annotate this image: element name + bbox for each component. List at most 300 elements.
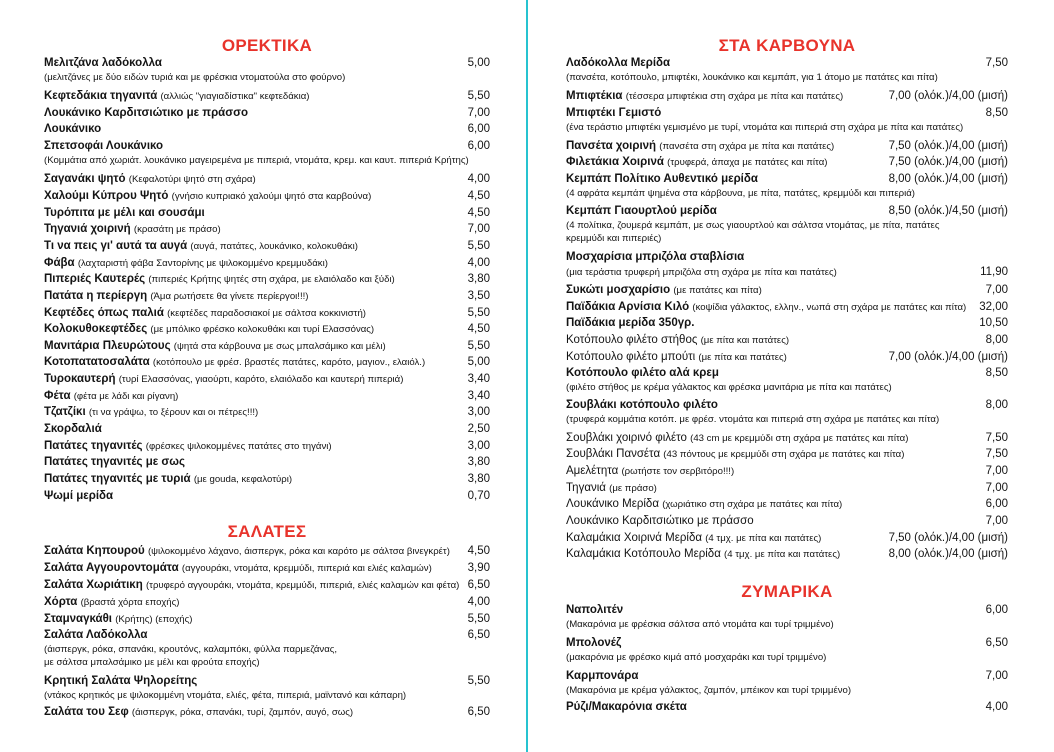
menu-item-row xyxy=(44,339,490,354)
menu-item-row xyxy=(566,56,1008,71)
menu-item-price: 5,50 xyxy=(467,307,490,319)
menu-item-name: Παϊδάκια Αρνίσια Κιλό xyxy=(566,301,690,313)
menu-item-price: 3,80 xyxy=(467,473,490,485)
menu-item xyxy=(566,316,1008,331)
menu-item-price: 7,00 xyxy=(985,284,1008,296)
menu-item xyxy=(44,489,490,504)
menu-item-description: (μελιτζάνες με δύο ειδών τυριά και με φρέσκια ντοματούλα στο φούρνο) xyxy=(44,72,346,83)
menu-item xyxy=(44,322,490,337)
menu-item xyxy=(44,272,490,287)
menu-item-price: 8,50 xyxy=(985,367,1008,379)
menu-item-subrow xyxy=(566,219,1008,232)
menu-item-name: Λουκάνικο Μερίδα xyxy=(566,498,659,510)
menu-item xyxy=(44,439,490,454)
menu-item xyxy=(566,431,1008,446)
menu-item-name: Κοτόπουλο φιλέτο στήθος xyxy=(566,334,698,346)
menu-item-row xyxy=(44,439,490,454)
menu-item xyxy=(44,544,490,559)
menu-item-price: 11,90 xyxy=(980,266,1008,278)
menu-item-row xyxy=(566,700,1008,715)
menu-item-description: (Μακαρόνια με φρέσκια σάλτσα από ντομάτα και τυρί τριμμένο) xyxy=(566,619,834,630)
menu-item-description: (με πίτα και πατάτες) xyxy=(700,335,790,346)
menu-item-price: 7,00 xyxy=(985,482,1008,494)
menu-item-name: Τι να πεις γι' αυτά τα αυγά xyxy=(44,240,188,252)
menu-item xyxy=(566,547,1008,562)
menu-item-name: Κοτόπουλο φιλέτο αλά κρεμ xyxy=(566,367,719,379)
menu-item-description: (γνήσιο κυπριακό χαλούμι ψητό στα καρβούνα) xyxy=(171,191,372,202)
menu-item-row xyxy=(566,300,1008,315)
menu-item-price: 5,00 xyxy=(467,356,490,368)
menu-item-price: 3,50 xyxy=(467,290,490,302)
menu-item-row xyxy=(566,89,1008,104)
menu-item-name: Σκορδαλιά xyxy=(44,423,102,435)
menu-item-name: Κεμπάπ Πολίτικο Αυθεντικό μερίδα xyxy=(566,173,758,185)
menu-item-description: (με πίτα και πατάτες) xyxy=(698,352,787,363)
menu-item-price: 5,50 xyxy=(467,90,490,102)
menu-item xyxy=(566,366,1008,394)
menu-item-row xyxy=(566,106,1008,121)
menu-item-name: Σταμναγκάθι xyxy=(44,613,112,625)
menu-item-name: Χαλούμι Κύπρου Ψητό xyxy=(44,190,169,202)
menu-item-description: (με πατάτες και πίτα) xyxy=(673,285,762,296)
menu-item-name: Μοσχαρίσια μπριζόλα σταβλίσια xyxy=(566,251,745,263)
menu-item-description: (μια τεράστια τρυφερή μπριζόλα στη σχάρα με πίτα και πατάτες) xyxy=(566,267,837,278)
menu-item-text xyxy=(566,333,789,348)
menu-item-row xyxy=(44,389,490,404)
menu-item-name: Καλαμάκια Κοτόπουλο Μερίδα xyxy=(566,548,721,560)
menu-item-price: 3,40 xyxy=(467,390,490,402)
menu-item-text xyxy=(566,398,718,413)
menu-item-price: 7,00 xyxy=(467,107,490,119)
menu-item-name: Παϊδάκια μερίδα 350γρ. xyxy=(566,317,695,329)
menu-item-row xyxy=(566,481,1008,496)
menu-item-price: 5,50 xyxy=(467,340,490,352)
menu-item-price: 4,50 xyxy=(467,323,490,335)
menu-item xyxy=(44,455,490,470)
menu-item-price: 7,00 (ολόκ.)/4,00 (μισή) xyxy=(888,90,1008,102)
menu-item-name: Πατάτες τηγανιτές xyxy=(44,440,143,452)
menu-item-description: (αλλιώς "γιαγιαδίστικα" κεφτεδάκια) xyxy=(160,91,310,102)
menu-item-text xyxy=(566,447,904,462)
menu-item-description: (ένα τεράστιο μπιφτέκι γεμισμένο με τυρί, ντομάτα και πιπεριά στη σχάρα με πίτα και πατάτες) xyxy=(566,122,964,133)
menu-item xyxy=(566,481,1008,496)
menu-item xyxy=(44,355,490,370)
menu-item xyxy=(44,389,490,404)
menu-item-description: (ρωτήστε τον σερβιτόρο!!!) xyxy=(621,466,735,477)
menu-item-name: Ρύζι/Μακαρόνια σκέτα xyxy=(566,701,687,713)
menu-item-row xyxy=(566,172,1008,187)
menu-item-text xyxy=(566,204,717,219)
menu-item-row xyxy=(44,544,490,559)
menu-item-row xyxy=(44,355,490,370)
menu-item-description: (τι να γράψω, το ξέρουν και οι πέτρες!!!) xyxy=(88,407,259,418)
menu-item-price: 6,50 xyxy=(467,579,490,591)
menu-item-price: 3,00 xyxy=(467,440,490,452)
menu-item-price: 6,50 xyxy=(985,637,1008,649)
menu-item-description: (ντάκος κρητικός με ψιλοκομμένη ντομάτα, ελιές, φέτα, πιπεριά, μαϊντανό και κάπαρη) xyxy=(44,690,407,701)
menu-item xyxy=(44,222,490,237)
menu-item-row xyxy=(566,497,1008,512)
menu-item-price: 4,00 xyxy=(467,596,490,608)
menu-item-text xyxy=(44,222,221,237)
menu-item-description: (κοτόπουλο με φρέσ. βραστές πατάτες, καρότο, μαγιον., ελαιόλ.) xyxy=(152,357,426,368)
menu-item-row xyxy=(44,256,490,271)
menu-item-text xyxy=(566,172,758,187)
menu-item-price: 4,00 xyxy=(467,257,490,269)
menu-item xyxy=(566,447,1008,462)
menu-item-row xyxy=(44,422,490,437)
menu-item-name: Τυρόπιτα με μέλι και σουσάμι xyxy=(44,207,205,219)
menu-item-row xyxy=(44,106,490,121)
menu-item-text xyxy=(44,674,197,689)
menu-item-price: 7,50 xyxy=(985,448,1008,460)
menu-item-row xyxy=(44,561,490,576)
menu-item-text xyxy=(566,700,687,715)
menu-item xyxy=(44,122,490,137)
menu-item-row xyxy=(566,283,1008,298)
menu-item-name: Σαλάτα Αγγουροντομάτα xyxy=(44,562,179,574)
menu-item-row xyxy=(44,272,490,287)
menu-item-name: Συκώτι μοσχαρίσιο xyxy=(566,284,671,296)
menu-item-name: Σουβλάκι Πανσέτα xyxy=(566,448,661,460)
menu-item-description: (τρυφερό αγγουράκι, ντομάτα, κρεμμύδι, πιπεριά, ελιές καλαμών και φέτα) xyxy=(145,580,460,591)
menu-item-name: Κοτοπατατοσαλάτα xyxy=(44,356,150,368)
menu-item-row xyxy=(566,531,1008,546)
menu-item-row xyxy=(44,489,490,504)
menu-item-description: (4 τμχ. με πίτα και πατάτες) xyxy=(705,533,822,544)
menu-item-name: Πατάτες τηγανιτές με σως xyxy=(44,456,185,468)
menu-item-price: 7,00 (ολόκ.)/4,00 (μισή) xyxy=(888,351,1008,363)
menu-item xyxy=(566,700,1008,715)
menu-item-row xyxy=(566,669,1008,684)
menu-item-text xyxy=(566,431,908,446)
menu-item-price: 8,00 xyxy=(985,334,1008,346)
menu-item-row xyxy=(44,222,490,237)
menu-item-name: Τζατζίκι xyxy=(44,406,86,418)
menu-item xyxy=(44,705,490,720)
menu-item xyxy=(566,531,1008,546)
menu-item xyxy=(566,155,1008,170)
menu-item-name: Σαλάτα του Σεφ xyxy=(44,706,129,718)
menu-item-text xyxy=(44,422,102,437)
menu-item-text xyxy=(566,155,827,170)
menu-item-text xyxy=(44,189,371,204)
menu-item xyxy=(566,172,1008,200)
menu-item-description: (43 πόντους με κρεμμύδι στη σχάρα με πατάτες και πίτα) xyxy=(663,449,905,460)
menu-item-text xyxy=(44,455,185,470)
menu-item-subrow xyxy=(566,187,1008,200)
menu-item-price: 5,50 xyxy=(467,613,490,625)
menu-item-text xyxy=(566,316,694,331)
menu-item-price: 6,00 xyxy=(985,498,1008,510)
menu-item-name: Αμελέτητα xyxy=(566,465,619,477)
menu-item-name: Μανιτάρια Πλευρώτους xyxy=(44,340,171,352)
menu-item-price: 3,90 xyxy=(467,562,490,574)
menu-item-row xyxy=(44,595,490,610)
menu-item-row xyxy=(44,139,490,154)
menu-item-description: (φιλέτο στήθος με κρέμα γάλακτος και φρέσκα μανιτάρια με πίτα και πατάτες) xyxy=(566,382,892,393)
menu-item-description: (βραστά χόρτα εποχής) xyxy=(80,597,180,608)
menu-item-text xyxy=(44,89,309,104)
menu-item-row xyxy=(44,612,490,627)
menu-item-subrow xyxy=(566,651,1008,664)
menu-item-row xyxy=(566,316,1008,331)
menu-item-price: 6,50 xyxy=(467,629,490,641)
menu-item xyxy=(44,139,490,167)
menu-item-price: 7,00 xyxy=(467,223,490,235)
menu-item xyxy=(44,628,490,669)
menu-item xyxy=(566,603,1008,631)
menu-item-text xyxy=(566,669,638,684)
menu-item-name: Κοτόπουλο φιλέτο μπούτι xyxy=(566,351,696,363)
menu-item-price: 3,80 xyxy=(467,273,490,285)
menu-item-name: Σουβλάκι χοιρινό φιλέτο xyxy=(566,432,687,444)
menu-item-description: (λαχταριστή φάβα Σαντορίνης με ψιλοκομμένο κρεμμυδάκι) xyxy=(77,258,328,269)
menu-item-text xyxy=(44,172,256,187)
menu-item-description: κρεμμύδι και πιπεριές) xyxy=(566,233,662,244)
menu-item xyxy=(44,472,490,487)
menu-item xyxy=(44,405,490,420)
menu-item-description: (μακαρόνια με φρέσκο κιμά από μοσχαράκι και τυρί τριμμένο) xyxy=(566,652,827,663)
menu-item-subrow xyxy=(566,121,1008,134)
menu-item-description: (με πράσο) xyxy=(609,483,657,494)
menu-item-name: Χόρτα xyxy=(44,596,78,608)
menu-item xyxy=(44,578,490,593)
menu-item-text xyxy=(566,106,661,121)
menu-item xyxy=(44,339,490,354)
menu-item-name: Λαδόκολλα Μερίδα xyxy=(566,57,671,69)
menu-item-text xyxy=(44,578,459,593)
menu-item-row xyxy=(566,398,1008,413)
menu-item-description: (Κρήτης) (εποχής) xyxy=(115,614,193,625)
menu-item-description: (πανσέτα, κοτόπουλο, μπιφτέκι, λουκάνικο και κεμπάπ, για 1 άτομο με πατάτες και πίτα) xyxy=(566,72,938,83)
menu-item-name: Σπετσοφάι Λουκάνικο xyxy=(44,140,164,152)
menu-item-description: (φέτα με λάδι και ρίγανη) xyxy=(73,391,179,402)
menu-item xyxy=(44,306,490,321)
menu-item-price: 7,50 xyxy=(985,57,1008,69)
menu-item-description: (43 cm με κρεμμύδι στη σχάρα με πατάτες και πίτα) xyxy=(690,433,909,444)
menu-item-price: 5,50 xyxy=(467,675,490,687)
menu-item-text xyxy=(566,603,623,618)
menu-item-subrow xyxy=(566,413,1008,426)
menu-item-description: (4 αφράτα κεμπάπ ψημένα στα κάρβουνα, με πίτα, πατάτες, κρεμμύδι και πιπεριά) xyxy=(566,188,915,199)
menu-item-price: 7,00 xyxy=(985,670,1008,682)
section-title: ΣΑΛΑΤΕΣ xyxy=(227,522,307,541)
menu-item-row xyxy=(566,333,1008,348)
menu-item-name: Πατάτες τηγανιτές με τυριά xyxy=(44,473,191,485)
menu-item-text xyxy=(44,239,358,254)
menu-item-name: Σουβλάκι κοτόπουλο φιλέτο xyxy=(566,399,718,411)
menu-item-text xyxy=(566,481,657,496)
menu-item-price: 32,00 xyxy=(979,301,1008,313)
menu-item xyxy=(566,514,1008,529)
menu-item-text xyxy=(566,547,840,562)
menu-item xyxy=(44,674,490,702)
menu-item xyxy=(44,89,490,104)
menu-item xyxy=(44,372,490,387)
menu-item-text xyxy=(44,306,366,321)
menu-item-name: Καλαμάκια Χοιρινά Μερίδα xyxy=(566,532,702,544)
menu-item-name: Σαλάτα Κηπουρού xyxy=(44,545,145,557)
menu-item-text xyxy=(44,705,353,720)
menu-item-price: 8,50 (ολόκ.)/4,50 (μισή) xyxy=(888,205,1008,217)
menu-item-text xyxy=(566,89,843,104)
menu-item-name: Σαλάτα Χωριάτικη xyxy=(44,579,143,591)
menu-item-name: Μπιφτέκι Γεμιστό xyxy=(566,107,662,119)
menu-item-text xyxy=(566,283,762,298)
menu-item-row xyxy=(44,472,490,487)
menu-item-subrow xyxy=(566,265,1008,280)
menu-item xyxy=(44,239,490,254)
menu-item-row xyxy=(44,322,490,337)
menu-item-description: (κοψίδια γάλακτος, ελλην., νωπά στη σχάρα με πατάτες και πίτα) xyxy=(692,302,967,313)
menu-item-subrow xyxy=(44,643,490,656)
menu-item-text xyxy=(44,272,395,287)
menu-item-price: 0,70 xyxy=(467,490,490,502)
menu-item xyxy=(566,204,1008,245)
menu-item-description: (4 πολίτικα, ζουμερά κεμπάπ, με σως γιαουρτλού και σάλτσα ντομάτας, με πίτα, πατάτες xyxy=(566,220,940,231)
menu-item-name: Λουκάνικο Καρδιτσιώτικο με πράσσο xyxy=(44,107,249,119)
menu-item-price: 3,40 xyxy=(467,373,490,385)
menu-item-name: Λουκάνικο xyxy=(44,123,102,135)
menu-item-row xyxy=(566,547,1008,562)
menu-item-description: (τυρί Ελασσόνας, γιαούρτι, καρότο, ελαιόλαδο και καυτερή πιπεριά) xyxy=(118,374,404,385)
menu-item-text xyxy=(44,439,332,454)
section-title: ΟΡΕΚΤΙΚΑ xyxy=(221,36,313,55)
menu-item-description: (με gouda, κεφαλοτύρι) xyxy=(193,474,293,485)
menu-item-price: 8,00 (ολόκ.)/4,00 (μισή) xyxy=(888,548,1008,560)
menu-item-subrow xyxy=(566,618,1008,631)
center-divider xyxy=(526,0,528,752)
menu-item-price: 4,00 xyxy=(467,173,490,185)
menu-item-price: 2,50 xyxy=(467,423,490,435)
menu-item-row xyxy=(566,447,1008,462)
menu-item xyxy=(566,106,1008,134)
menu-item-text xyxy=(44,405,258,420)
menu-item-subrow xyxy=(44,154,490,167)
menu-item-price: 6,00 xyxy=(985,604,1008,616)
menu-item-row xyxy=(44,239,490,254)
menu-item-text xyxy=(44,544,450,559)
menu-item-name: Ναπολιτέν xyxy=(566,604,624,616)
menu-item xyxy=(566,497,1008,512)
menu-item-text xyxy=(566,250,744,265)
menu-item xyxy=(566,464,1008,479)
menu-item-text xyxy=(44,206,205,221)
menu-item-text xyxy=(44,289,309,304)
menu-item-price: 4,00 xyxy=(985,701,1008,713)
menu-item xyxy=(44,189,490,204)
menu-item xyxy=(566,56,1008,84)
menu-item-text xyxy=(44,612,192,627)
menu-item-row xyxy=(44,189,490,204)
menu-item-description: (πανσέτα στη σχάρα με πίτα και πατάτες) xyxy=(659,141,835,152)
menu-item-text xyxy=(566,464,734,479)
menu-item-description: (Άμα ρωτήσετε θα γίνετε περίεργοι!!!) xyxy=(150,291,309,302)
menu-item xyxy=(566,333,1008,348)
menu-item-row xyxy=(566,636,1008,651)
menu-item-description: (χωριάτικο στη σχάρα με πατάτες και πίτα) xyxy=(662,499,843,510)
menu-item-row xyxy=(566,350,1008,365)
section-title: ΣΤΑ ΚΑΡΒΟΥΝΑ xyxy=(718,36,856,55)
menu-item-row xyxy=(566,139,1008,154)
menu-item-price: 6,00 xyxy=(467,140,490,152)
menu-item xyxy=(566,300,1008,315)
menu-item-text xyxy=(44,122,101,137)
menu-item-row xyxy=(44,705,490,720)
menu-item xyxy=(566,398,1008,426)
menu-item-text xyxy=(566,366,719,381)
menu-item-name: Μπιφτέκια xyxy=(566,90,623,102)
menu-item xyxy=(44,256,490,271)
menu-item-subrow xyxy=(566,71,1008,84)
menu-item-subrow xyxy=(44,689,490,702)
menu-item-text xyxy=(566,514,754,529)
menu-item xyxy=(44,289,490,304)
menu-item-text xyxy=(566,497,842,512)
menu-item-name: Πατάτα η περίεργη xyxy=(44,290,148,302)
menu-item-row xyxy=(44,578,490,593)
menu-item-description: (4 τμχ. με πίτα και πατάτες) xyxy=(724,549,841,560)
menu-item-text xyxy=(44,322,374,337)
menu-item-description: (αυγά, πατάτες, λουκάνικο, κολοκυθάκι) xyxy=(190,241,358,252)
menu-item-price: 3,00 xyxy=(467,406,490,418)
menu-item-row xyxy=(566,514,1008,529)
menu-item-name: Κεφτεδάκια τηγανιτά xyxy=(44,90,158,102)
menu-item-description: (με μπόλικο φρέσκο κολοκυθάκι και τυρί Ελασσόνας) xyxy=(150,324,375,335)
menu-item-price: 6,50 xyxy=(467,706,490,718)
menu-item-description: (τρυφερά, άπαχα με πατάτες και πίτα) xyxy=(667,157,828,168)
menu-item-row xyxy=(44,372,490,387)
menu-item-text xyxy=(44,339,386,354)
menu-item-text xyxy=(44,472,292,487)
menu-item-row xyxy=(44,56,490,71)
menu-item-name: Μελιτζάνα λαδόκολλα xyxy=(44,57,162,69)
menu-item-row xyxy=(44,89,490,104)
menu-item-row xyxy=(566,366,1008,381)
menu-item xyxy=(44,56,490,84)
section-title: ΖΥΜΑΡΙΚΑ xyxy=(741,582,833,601)
menu-item-price: 4,50 xyxy=(467,190,490,202)
menu-item-text xyxy=(566,56,670,71)
menu-item-description: (ψητά στα κάρβουνα με σως μπαλσάμικο και μέλι) xyxy=(173,341,386,352)
menu-item-description: (πιπεριές Κρήτης ψητές στη σχάρα, με ελαιόλαδο και ξύδι) xyxy=(148,274,395,285)
menu-item-row xyxy=(44,628,490,643)
menu-item-text xyxy=(44,628,147,643)
menu-item-price: 4,50 xyxy=(467,545,490,557)
menu-item-name: Φέτα xyxy=(44,390,71,402)
menu-item-description: (τέσσερα μπιφτέκια στη σχάρα με πίτα και πατάτες) xyxy=(625,91,844,102)
menu-item xyxy=(44,206,490,221)
menu-item-price: 7,00 xyxy=(985,465,1008,477)
menu-item xyxy=(44,561,490,576)
menu-item-text xyxy=(44,595,179,610)
menu-item-price: 7,00 xyxy=(985,515,1008,527)
menu-item-row xyxy=(44,172,490,187)
menu-item xyxy=(566,139,1008,154)
menu-item-row xyxy=(566,464,1008,479)
menu-item-row xyxy=(44,405,490,420)
menu-item xyxy=(566,636,1008,664)
menu-item-description: (αγγουράκι, ντομάτα, κρεμμύδι, πιπεριά και ελιές καλαμών) xyxy=(181,563,432,574)
menu-item-subrow xyxy=(44,71,490,84)
menu-item-name: Κρητική Σαλάτα Ψηλορείτης xyxy=(44,675,198,687)
menu-item-name: Τυροκαυτερή xyxy=(44,373,116,385)
menu-item-price: 8,50 xyxy=(985,107,1008,119)
menu-item-description: (Μακαρόνια με κρέμα γάλακτος, ζαμπόν, μπέικον και τυρί τριμμένο) xyxy=(566,685,852,696)
menu-item xyxy=(44,422,490,437)
menu-item xyxy=(44,595,490,610)
